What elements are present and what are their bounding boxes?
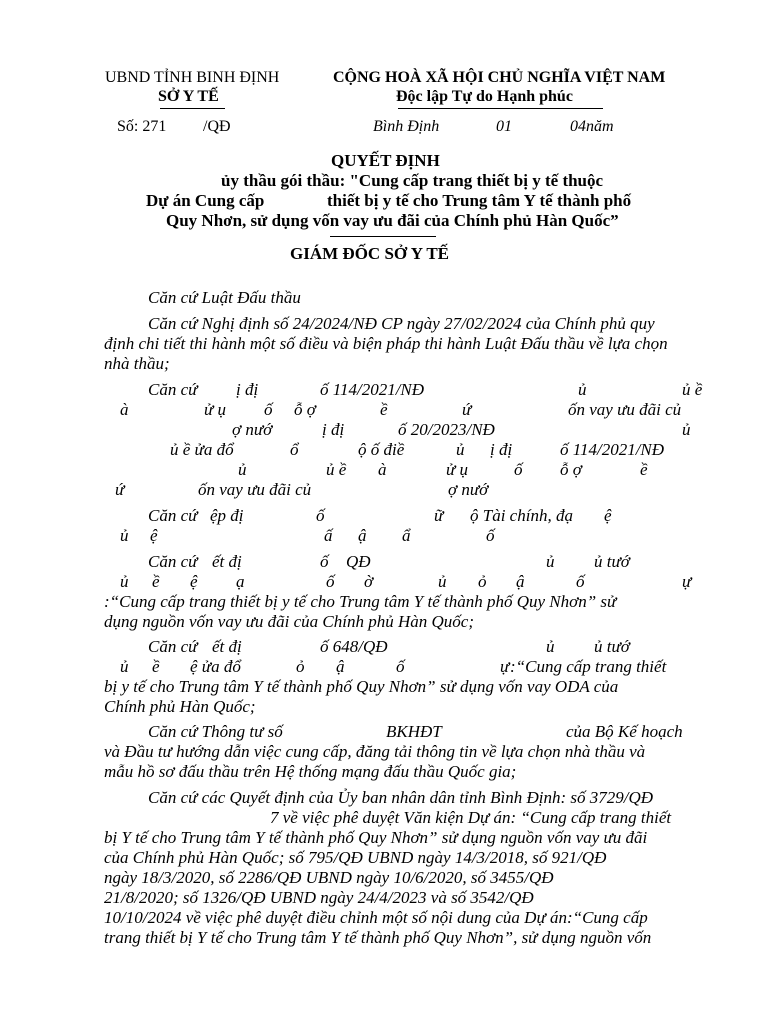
body-fragment: ợ nướ (448, 480, 489, 499)
body-fragment: à (378, 460, 387, 479)
body-fragment: ủ (456, 440, 465, 459)
body-fragment: ủ tướ (594, 637, 630, 656)
body-fragment: Căn cứ (148, 380, 198, 399)
body-fragment: ố (514, 460, 523, 479)
body-line: định chi tiết thi hành một số điều và biện pháp thi hành Luật Đấu thầu về lựa chọn (104, 334, 668, 353)
body-line: trang thiết bị Y tế cho Trung tâm Y tế thành phố Quy Nhơn”, sử dụng nguồn vốn (104, 928, 652, 947)
body-fragment: ố (576, 572, 585, 591)
body-fragment: ố 20/2023/NĐ (398, 420, 495, 439)
body-fragment: của Bộ Kế hoạch (566, 722, 683, 741)
body-fragment: Căn cứ Thông tư số (148, 722, 283, 741)
body-fragment: ố (326, 572, 335, 591)
body-fragment: ề (152, 572, 160, 591)
body-line: dụng nguồn vốn vay ưu đãi của Chính phủ Hàn Quốc; (104, 612, 474, 631)
body-fragment: QĐ (346, 552, 371, 571)
body-fragment: ị đị (322, 420, 345, 439)
body-fragment: ộ ố điề (358, 440, 405, 459)
body-fragment: ốn vay ưu đãi củ (568, 400, 682, 419)
body-fragment: ậ (336, 657, 345, 676)
authority-heading: GIÁM ĐỐC SỞ Y TẾ (290, 244, 450, 263)
body-fragment: ề (380, 400, 388, 419)
body-fragment: ệ ửa đổ (190, 657, 241, 676)
body-fragment: ủ (438, 572, 447, 591)
body-fragment: ộ Tài chính, đạ (470, 506, 573, 525)
body-fragment: ủ (546, 637, 555, 656)
body-fragment: ự (682, 572, 692, 591)
body-fragment: Căn cứ (148, 552, 198, 571)
decision-number: Số: 271 (117, 118, 167, 135)
issue-day: 01 (496, 118, 512, 135)
body-line: nhà thầu; (104, 354, 170, 373)
body-fragment: ủ (682, 420, 691, 439)
body-line: 7 về việc phê duyệt Văn kiện Dự án: “Cung cấp trang thiết (270, 808, 672, 827)
body-line: 10/10/2024 về việc phê duyệt điều chỉnh một số nội dung của Dự án:“Cung cấp (104, 908, 648, 927)
body-line: Căn cứ Nghị định số 24/2024/NĐ CP ngày 27/02/2024 của Chính phủ quy (148, 314, 655, 333)
body-line: của Chính phủ Hàn Quốc; số 795/QĐ UBND ngày 14/3/2018, số 921/QĐ (104, 848, 607, 867)
body-fragment: ử ụ (204, 400, 227, 419)
body-fragment: ố (264, 400, 273, 419)
body-fragment: Căn cứ (148, 637, 198, 656)
body-fragment: ệ (604, 506, 612, 525)
body-fragment: ệ (150, 526, 158, 545)
body-line: Căn cứ các Quyết định của Ủy ban nhân dân tỉnh Bình Định: số 3729/QĐ (148, 788, 654, 807)
motto-underline (398, 108, 603, 109)
body-fragment: ổ (290, 440, 299, 459)
body-fragment: ị đị (490, 440, 513, 459)
body-fragment: ố (486, 526, 495, 545)
body-fragment: ậ (516, 572, 525, 591)
body-line: ngày 18/3/2020, số 2286/QĐ UBND ngày 10/6/2020, số 3455/QĐ (104, 868, 554, 887)
body-line: bị y tế cho Trung tâm Y tế thành phố Quy Nhơn” sử dụng vốn vay ODA của (104, 677, 619, 696)
title-line-1: ủy thầu gói thầu: "Cung cấp trang thiết bị y tế thuộc (221, 171, 604, 190)
title-divider (330, 236, 436, 237)
body-fragment: ủ ề ửa đổ (170, 440, 234, 459)
issue-month-year: 04năm (570, 118, 614, 135)
body-fragment: ỗ ợ (294, 400, 316, 419)
body-fragment: ờ (364, 572, 374, 591)
body-fragment: ố (396, 657, 405, 676)
title-line-3: Quy Nhơn, sử dụng vốn vay ưu đãi của Chính phủ Hàn Quốc” (166, 211, 619, 230)
body-fragment: ự (500, 657, 510, 676)
body-fragment: ủ (120, 526, 129, 545)
body-fragment: :“Cung cấp trang thiết (510, 657, 667, 676)
body-fragment: ị đị (236, 380, 259, 399)
body-fragment: ỏ (478, 572, 487, 591)
body-fragment: ậ (358, 526, 367, 545)
body-fragment: BKHĐT (386, 722, 442, 741)
body-fragment: ứ (115, 480, 125, 499)
body-fragment: ốn vay ưu đãi củ (198, 480, 312, 499)
body-fragment: ố 114/2021/NĐ (320, 380, 425, 399)
body-line: :“Cung cấp trang thiết bị y tế cho Trung tâm Y tế thành phố Quy Nhơn” sử (104, 592, 617, 611)
body-fragment: ố (316, 506, 325, 525)
body-fragment: ủ (120, 572, 129, 591)
body-fragment: ủ ề (326, 460, 347, 479)
body-line: 21/8/2020; số 1326/QĐ UBND ngày 24/4/2023 và số 3542/QĐ (104, 888, 534, 907)
body-fragment: ết đị (212, 552, 242, 571)
body-fragment: ủ (546, 552, 555, 571)
body-fragment: ố 114/2021/NĐ (560, 440, 665, 459)
body-fragment: Căn cứ (148, 506, 198, 525)
body-fragment: ệp đị (210, 506, 244, 525)
body-fragment: ạ (236, 572, 245, 591)
body-fragment: ỏ (296, 657, 305, 676)
body-fragment: ủ tướ (594, 552, 630, 571)
body-fragment: ấ (324, 526, 333, 545)
body-fragment: à (120, 400, 129, 419)
body-fragment: ết đị (212, 637, 242, 656)
body-line: mẫu hồ sơ đấu thầu trên Hệ thống mạng đấu thầu Quốc gia; (104, 762, 517, 781)
body-fragment: ủ (578, 380, 587, 399)
body-fragment: ợ nướ (232, 420, 273, 439)
body-fragment: ề (640, 460, 648, 479)
body-fragment: ủ ề (682, 380, 703, 399)
body-fragment: ủ (238, 460, 247, 479)
body-fragment: ề (152, 657, 160, 676)
body-fragment: ữ (434, 506, 444, 525)
national-title: CỘNG HOÀ XÃ HỘI CHỦ NGHĨA VIỆT NAM (333, 69, 666, 86)
document-heading: QUYẾT ĐỊNH (331, 151, 440, 170)
body-fragment: ỗ ợ (560, 460, 582, 479)
body-fragment: ẩ (402, 526, 411, 545)
body-line: và Đầu tư hướng dẫn việc cung cấp, đăng tải thông tin về lựa chọn nhà thầu và (104, 742, 646, 761)
body-fragment: ử ụ (446, 460, 469, 479)
body-line: bị Y tế cho Trung tâm Y tế thành phố Quy Nhơn” sử dụng nguồn vốn vay ưu đãi (104, 828, 648, 847)
title-line-2a: Dự án Cung cấp (146, 191, 265, 210)
body-line: Chính phủ Hàn Quốc; (104, 697, 256, 716)
body-fragment: ứ (462, 400, 472, 419)
body-fragment: ố (320, 552, 329, 571)
title-line-2b: thiết bị y tế cho Trung tâm Y tế thành phố (327, 191, 632, 210)
body-fragment: ủ (120, 657, 129, 676)
agency-name: UBND TỈNH BINH ĐỊNH (105, 69, 280, 86)
body-fragment: ệ (190, 572, 198, 591)
department-underline (160, 108, 225, 109)
national-motto: Độc lập Tự do Hạnh phúc (396, 88, 573, 105)
body-line: Căn cứ Luật Đấu thầu (148, 288, 301, 307)
department-name: SỞ Y TẾ (158, 88, 219, 105)
issue-place: Bình Định (373, 118, 440, 135)
body-fragment: ố 648/QĐ (320, 637, 388, 656)
decision-number-suffix: /QĐ (203, 118, 231, 135)
